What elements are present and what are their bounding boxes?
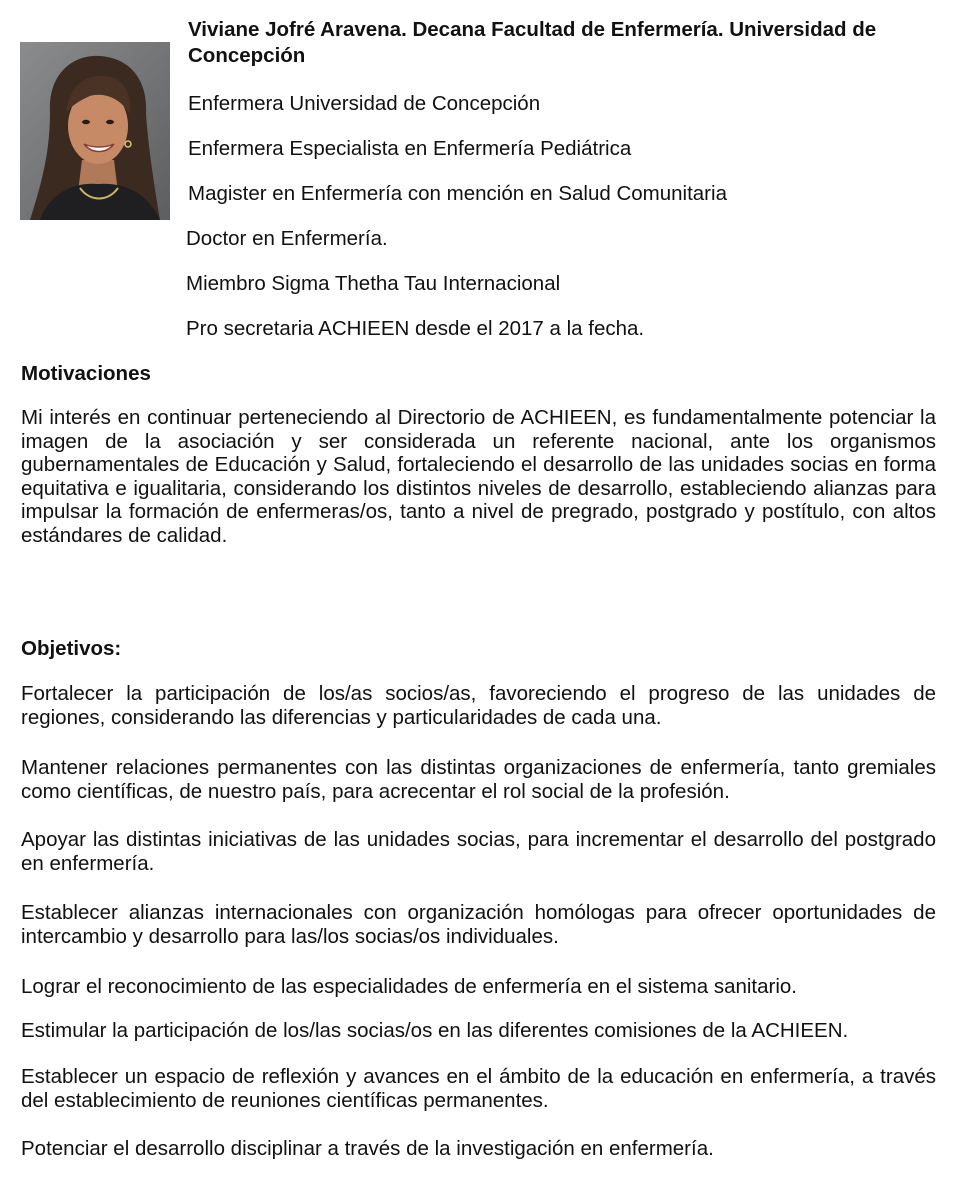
- credential-item: Enfermera Especialista en Enfermería Pediátrica: [188, 137, 632, 160]
- objetivos-heading: Objetivos:: [21, 637, 122, 660]
- portrait-photo: [20, 42, 170, 220]
- motivaciones-heading: Motivaciones: [21, 362, 151, 385]
- credential-item: Magister en Enfermería con mención en Salud Comunitaria: [188, 182, 727, 205]
- motivaciones-paragraph: Mi interés en continuar perteneciendo al Directorio de ACHIEEN, es fundamentalmente potenciar la imagen de la asociación y ser considerada un referente nacional, ante los organismos gubernamentales de Educación y Salud, fortaleciendo el desarrollo de las unidades socias en forma equitativa e igualitaria, considerando los distintos niveles de desarrollo, estableciendo alianzas para impulsar la formación de enfermeras/os, tanto a nivel de pregrado, postgrado y postítulo, con altos estándares de calidad.: [21, 406, 936, 547]
- objetivo-item: Mantener relaciones permanentes con las distintas organizaciones de enfermería, tanto gremiales como científicas, de nuestro país, para acrecentar el rol social de la profesión.: [21, 756, 936, 803]
- objetivo-item: Lograr el reconocimiento de las especialidades de enfermería en el sistema sanitario.: [21, 975, 798, 998]
- objetivo-item: Apoyar las distintas iniciativas de las unidades socias, para incrementar el desarrollo del postgrado en enfermería.: [21, 828, 936, 875]
- credential-item: Pro secretaria ACHIEEN desde el 2017 a la fecha.: [186, 317, 645, 340]
- objetivo-item: Fortalecer la participación de los/as socios/as, favoreciendo el progreso de las unidades de regiones, considerando las diferencias y particularidades de cada una.: [21, 682, 936, 729]
- objetivo-item: Establecer un espacio de reflexión y avances en el ámbito de la educación en enfermería, a través del establecimiento de reuniones científicas permanentes.: [21, 1065, 936, 1112]
- objetivo-item: Potenciar el desarrollo disciplinar a través de la investigación en enfermería.: [21, 1137, 714, 1160]
- credential-item: Miembro Sigma Thetha Tau Internacional: [186, 272, 561, 295]
- objetivo-item: Estimular la participación de los/las socias/os en las diferentes comisiones de la ACHIEEN.: [21, 1019, 849, 1042]
- page-title: Viviane Jofré Aravena. Decana Facultad de Enfermería. Universidad de Concepción: [188, 18, 877, 67]
- credential-item: Enfermera Universidad de Concepción: [188, 92, 541, 115]
- credential-item: Doctor en Enfermería.: [186, 227, 388, 250]
- objetivo-item: Establecer alianzas internacionales con organización homólogas para ofrecer oportunidades de intercambio y desarrollo para las/los socias/os individuales.: [21, 901, 936, 948]
